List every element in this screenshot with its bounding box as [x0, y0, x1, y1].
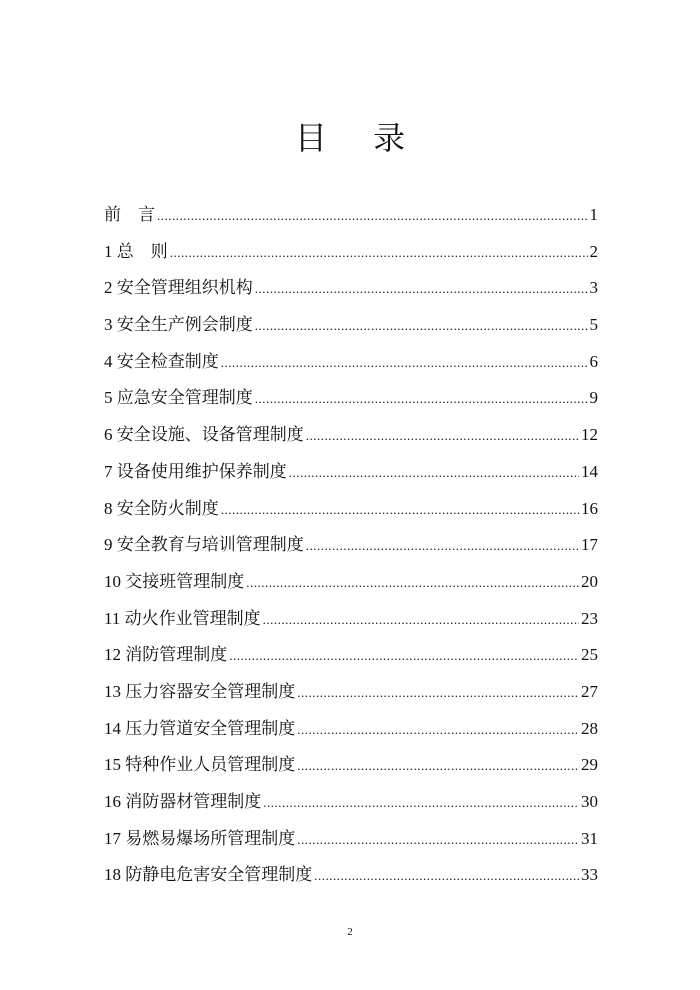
toc-entry-page: 5: [589, 315, 598, 335]
toc-entry-label: 安全防火制度: [116, 498, 219, 519]
toc-entry-safety-meetings[interactable]: [104, 307, 598, 344]
toc-leader-dots: [263, 602, 579, 639]
toc-entry-safety-organization[interactable]: [104, 270, 598, 307]
toc-entry-shift-handover[interactable]: [104, 564, 598, 601]
toc-entry-page: 14: [581, 461, 598, 481]
toc-leader-dots: [221, 492, 579, 529]
toc-entry-label: 压力容器安全管理制度: [125, 681, 296, 702]
toc-leader-dots: [229, 638, 579, 675]
toc-entry-number: 7: [104, 461, 117, 481]
toc-entry-label: 动火作业管理制度: [124, 608, 261, 629]
toc-entry-number: 18: [104, 865, 126, 885]
toc-entry-number: 16: [104, 792, 126, 811]
toc-entry-foreword[interactable]: [104, 197, 598, 234]
toc-entry-pressure-pipelines[interactable]: [104, 711, 598, 748]
toc-entry-label: 安全检查制度: [116, 351, 219, 372]
toc-entry-fire-equipment[interactable]: [104, 784, 598, 821]
toc-leader-dots: [289, 455, 579, 492]
toc-entry-fire-management[interactable]: [104, 637, 598, 674]
toc-entry-label: 压力管道安全管理制度: [125, 718, 296, 739]
toc-entry-number: 13: [104, 681, 126, 701]
toc-entry-page: 1: [589, 205, 598, 224]
toc-entry-number: 8: [104, 498, 117, 518]
toc-entry-label: 交接班管理制度: [125, 571, 245, 592]
toc-leader-dots: [297, 675, 579, 712]
toc-entry-label: 应急安全管理制度: [116, 388, 253, 409]
toc-entry-page: 31: [581, 828, 598, 848]
toc-entry-label: 消防管理制度: [125, 645, 228, 666]
toc-entry-number: 15: [104, 755, 126, 775]
toc-entry-page: 12: [581, 425, 598, 445]
toc-entry-page: 6: [589, 351, 598, 371]
toc-entry-label: 安全教育与培训管理制度: [116, 535, 304, 556]
toc-entry-safety-training[interactable]: [104, 527, 598, 564]
toc-entry-emergency-management[interactable]: [104, 380, 598, 417]
toc-entry-page: 20: [581, 571, 598, 591]
toc-entry-page: 25: [581, 645, 598, 665]
toc-entry-label: 设备使用维护保养制度: [116, 461, 287, 482]
toc-entry-label: 总 则: [116, 241, 168, 262]
toc-entry-antistatic[interactable]: [104, 857, 598, 894]
toc-entry-number: 12: [104, 645, 126, 665]
toc-entry-page: 3: [589, 278, 598, 298]
toc-entry-label: 易燃易爆场所管理制度: [125, 828, 296, 849]
toc-entry-hot-work[interactable]: [104, 601, 598, 638]
toc-entry-label: 安全管理组织机构: [116, 278, 253, 299]
toc-entry-page: 17: [581, 535, 598, 555]
toc-leader-dots: [306, 418, 579, 455]
toc-entry-number: 5: [104, 388, 117, 408]
toc-leader-dots: [255, 381, 588, 418]
toc-entry-number: 9: [104, 535, 117, 555]
toc-leader-dots: [157, 198, 588, 235]
toc-leader-dots: [170, 235, 588, 272]
toc-entry-number: 17: [104, 828, 126, 848]
toc-entry-label: 特种作业人员管理制度: [125, 755, 296, 776]
toc-entry-safety-inspection[interactable]: [104, 344, 598, 381]
toc-entry-label: 安全设施、设备管理制度: [116, 425, 304, 446]
toc-entry-label: 前 言: [104, 205, 155, 225]
toc-leader-dots: [297, 822, 579, 859]
toc-entry-pressure-vessels[interactable]: [104, 674, 598, 711]
toc-entry-label: 防静电危害安全管理制度: [125, 865, 313, 886]
toc-entry-special-operators[interactable]: [104, 747, 598, 784]
toc-entry-number: 14: [104, 718, 126, 738]
toc-entry-flammable-sites[interactable]: [104, 821, 598, 858]
toc-entry-number: 3: [104, 315, 117, 335]
toc-entry-general-provisions[interactable]: [104, 234, 598, 271]
toc-entry-page: 30: [581, 792, 598, 811]
toc-entry-safety-facilities[interactable]: [104, 417, 598, 454]
toc-entry-page: 28: [581, 718, 598, 738]
toc-leader-dots: [314, 858, 579, 895]
toc-entry-page: 16: [581, 498, 598, 518]
toc-leader-dots: [297, 748, 579, 785]
toc-entry-page: 2: [589, 241, 598, 261]
toc-leader-dots: [255, 271, 588, 308]
toc-entry-page: 27: [581, 681, 598, 701]
table-of-contents: [104, 197, 598, 894]
toc-entry-number: 6: [104, 425, 117, 445]
toc-entry-equipment-maintenance[interactable]: [104, 454, 598, 491]
toc-entry-number: 2: [104, 278, 117, 298]
toc-entry-label: 安全生产例会制度: [116, 315, 253, 336]
toc-entry-page: 23: [581, 608, 598, 628]
toc-leader-dots: [263, 785, 579, 822]
toc-entry-number: 1: [104, 241, 117, 261]
toc-leader-dots: [221, 345, 588, 382]
toc-leader-dots: [246, 565, 579, 602]
toc-entry-label: 消防器材管理制度: [125, 792, 262, 812]
toc-entry-page: 33: [581, 865, 598, 885]
toc-entry-number: 4: [104, 351, 117, 371]
page-number: 2: [347, 926, 353, 938]
toc-leader-dots: [255, 308, 588, 345]
toc-leader-dots: [297, 712, 579, 749]
toc-leader-dots: [306, 528, 579, 565]
toc-entry-number: 11: [104, 608, 125, 628]
toc-entry-fire-prevention[interactable]: [104, 491, 598, 528]
document-title: 目 录: [294, 119, 424, 158]
toc-entry-page: 9: [589, 388, 598, 408]
toc-entry-page: 29: [581, 755, 598, 775]
toc-entry-number: 10: [104, 571, 126, 591]
